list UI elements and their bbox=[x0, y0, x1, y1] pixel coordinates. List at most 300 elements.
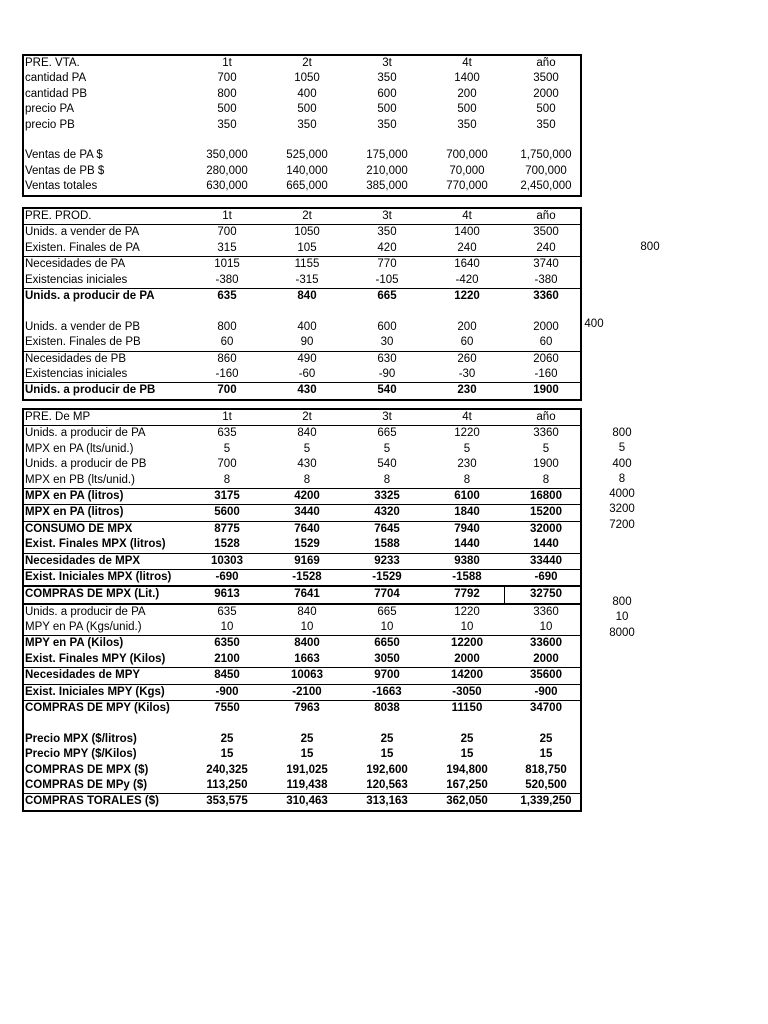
cell-value: 230 bbox=[457, 458, 477, 471]
cell-value: 10303 bbox=[211, 554, 243, 567]
cell-value: 8 bbox=[383, 473, 391, 486]
spacer-row bbox=[24, 716, 580, 731]
cell-value: 8775 bbox=[214, 522, 240, 535]
row-label: Existen. Finales de PB bbox=[25, 336, 141, 349]
cell-value: 3740 bbox=[533, 258, 559, 271]
cell-value: 4200 bbox=[294, 489, 320, 502]
cell-value: 35600 bbox=[530, 669, 562, 682]
cell-value: 2,450,000 bbox=[520, 180, 572, 193]
cell-value: 700,000 bbox=[446, 149, 488, 162]
table-row bbox=[24, 102, 580, 117]
cell-value: 240 bbox=[536, 241, 556, 254]
table-row bbox=[24, 763, 580, 778]
cell-value: año bbox=[536, 210, 556, 222]
cell-value: 7704 bbox=[374, 588, 400, 601]
row-label: precio PA bbox=[25, 103, 75, 116]
raw-materials-budget-table bbox=[22, 408, 582, 812]
cell-value: 25 bbox=[539, 732, 553, 745]
cell-value: 33440 bbox=[530, 554, 562, 567]
cell-value: 120,563 bbox=[366, 778, 408, 791]
row-label: Existencias iniciales bbox=[25, 367, 128, 380]
table-row bbox=[24, 603, 580, 620]
cell-value: 353,575 bbox=[206, 795, 248, 808]
row-label: Exist. Iniciales MPY (Kgs) bbox=[25, 685, 165, 698]
table-row bbox=[24, 504, 580, 520]
row-label: cantidad PA bbox=[25, 72, 87, 85]
cell-value: 10063 bbox=[291, 669, 323, 682]
cell-value: 1,339,250 bbox=[520, 795, 572, 808]
row-label: Existencias iniciales bbox=[25, 273, 128, 286]
cell-value: -60 bbox=[298, 367, 316, 380]
row-label: Precio MPY ($/Kilos) bbox=[25, 748, 137, 761]
cell-value: 230 bbox=[457, 384, 477, 397]
cell-value: 4t bbox=[462, 210, 472, 222]
cell-value: 400 bbox=[297, 320, 317, 333]
cell-value: 665 bbox=[377, 289, 397, 302]
cell-value: 7645 bbox=[374, 522, 400, 535]
cell-value: 1050 bbox=[294, 226, 320, 239]
cell-value: -160 bbox=[215, 367, 239, 380]
table-row bbox=[24, 635, 580, 651]
cell-value: 8400 bbox=[294, 637, 320, 650]
cell-value: 1t bbox=[222, 411, 232, 423]
row-label: Unids. a vender de PA bbox=[25, 226, 140, 239]
cell-value: 10 bbox=[220, 621, 234, 634]
cell-value: 430 bbox=[297, 384, 317, 397]
sales-budget-table bbox=[22, 54, 582, 197]
cell-value: 840 bbox=[297, 427, 317, 440]
row-label: Exist. Iniciales MPX (litros) bbox=[25, 570, 172, 583]
table-row bbox=[24, 425, 580, 441]
cell-value: 350 bbox=[377, 72, 397, 85]
cell-value: 1840 bbox=[454, 506, 480, 519]
row-label: PRE. PROD. bbox=[25, 210, 92, 222]
cell-value: 3t bbox=[382, 411, 392, 423]
cell-value: 3500 bbox=[533, 226, 559, 239]
cell-value: 4t bbox=[462, 57, 472, 69]
cell-value: 350 bbox=[217, 118, 237, 131]
cell-value: 700,000 bbox=[525, 164, 567, 177]
cell-value: 7550 bbox=[214, 702, 240, 715]
row-label: MPX en PB (lts/unid.) bbox=[25, 473, 135, 486]
cell-value: 1440 bbox=[454, 538, 480, 551]
row-label: Unids. a producir de PA bbox=[25, 427, 146, 440]
table-row bbox=[24, 667, 580, 683]
side-value: 400 bbox=[584, 318, 604, 330]
cell-value: 665,000 bbox=[286, 180, 328, 193]
cell-value: 500 bbox=[217, 103, 237, 116]
cell-value: -380 bbox=[534, 273, 558, 286]
cell-value: 490 bbox=[297, 352, 317, 365]
row-label: MPX en PA (litros) bbox=[25, 489, 124, 502]
cell-value: 1663 bbox=[294, 652, 320, 665]
cell-value: 350 bbox=[377, 226, 397, 239]
table-row bbox=[24, 71, 580, 86]
row-label: COMPRAS DE MPX (Lit.) bbox=[25, 588, 160, 601]
cell-value: 3t bbox=[382, 57, 392, 69]
cell-value: 167,250 bbox=[446, 778, 488, 791]
cell-divider bbox=[504, 587, 505, 602]
cell-value: 8038 bbox=[374, 702, 400, 715]
row-label: CONSUMO DE MPX bbox=[25, 522, 133, 535]
cell-value: 6100 bbox=[454, 489, 480, 502]
cell-value: 350 bbox=[297, 118, 317, 131]
cell-value: 3050 bbox=[374, 652, 400, 665]
row-label: COMPRAS DE MPX ($) bbox=[25, 763, 149, 776]
table-row bbox=[24, 747, 580, 762]
table-row bbox=[24, 56, 580, 71]
cell-value: 770,000 bbox=[446, 180, 488, 193]
cell-value: 9169 bbox=[294, 554, 320, 567]
cell-value: 600 bbox=[377, 87, 397, 100]
cell-value: -2100 bbox=[292, 685, 322, 698]
cell-value: -1663 bbox=[372, 685, 402, 698]
cell-value: 840 bbox=[297, 289, 317, 302]
cell-value: 7963 bbox=[294, 702, 320, 715]
cell-value: 210,000 bbox=[366, 164, 408, 177]
table-row bbox=[24, 652, 580, 667]
cell-value: -1528 bbox=[292, 570, 322, 583]
side-value: 800 bbox=[640, 241, 660, 253]
cell-value: 630,000 bbox=[206, 180, 248, 193]
row-label: Necesidades de MPX bbox=[25, 554, 141, 567]
cell-value: 9700 bbox=[374, 669, 400, 682]
cell-value: 113,250 bbox=[206, 778, 248, 791]
cell-value: 11150 bbox=[451, 702, 483, 715]
cell-value: 175,000 bbox=[366, 149, 408, 162]
table-row bbox=[24, 620, 580, 635]
side-value: 800 bbox=[612, 427, 632, 439]
cell-value: 7641 bbox=[294, 588, 320, 601]
side-value: 7200 bbox=[609, 519, 635, 531]
table-row bbox=[24, 700, 580, 716]
cell-value: 350 bbox=[457, 118, 477, 131]
table-row bbox=[24, 148, 580, 163]
cell-value: 3360 bbox=[533, 427, 559, 440]
table-row bbox=[24, 457, 580, 472]
cell-value: año bbox=[536, 57, 556, 69]
cell-value: 6350 bbox=[214, 637, 240, 650]
table-row bbox=[24, 164, 580, 179]
cell-value: 8 bbox=[463, 473, 471, 486]
cell-value: 8 bbox=[223, 473, 231, 486]
row-label: Unids. a vender de PB bbox=[25, 320, 141, 333]
row-label: Unids. a producir de PA bbox=[25, 605, 146, 618]
table-row bbox=[24, 442, 580, 457]
cell-value: 385,000 bbox=[366, 180, 408, 193]
cell-value: 4t bbox=[462, 411, 472, 423]
cell-value: 313,163 bbox=[366, 795, 408, 808]
cell-value: 70,000 bbox=[449, 164, 485, 177]
spacer-row bbox=[24, 304, 580, 319]
cell-value: 90 bbox=[300, 336, 314, 349]
cell-value: -160 bbox=[534, 367, 558, 380]
cell-value: 2t bbox=[302, 411, 312, 423]
cell-value: 665 bbox=[377, 605, 397, 618]
cell-value: 1400 bbox=[454, 72, 480, 85]
cell-value: 3360 bbox=[533, 289, 559, 302]
table-row bbox=[24, 684, 580, 700]
table-row bbox=[24, 410, 580, 425]
table-row bbox=[24, 224, 580, 240]
cell-value: 5 bbox=[383, 442, 391, 455]
table-row bbox=[24, 87, 580, 102]
cell-value: -105 bbox=[375, 273, 399, 286]
cell-value: 25 bbox=[220, 732, 234, 745]
cell-value: 3325 bbox=[374, 489, 400, 502]
table-row bbox=[24, 521, 580, 537]
cell-value: 840 bbox=[297, 605, 317, 618]
cell-value: 3440 bbox=[294, 506, 320, 519]
row-label: Exist. Finales MPX (litros) bbox=[25, 538, 166, 551]
cell-value: 3175 bbox=[214, 489, 240, 502]
cell-value: 105 bbox=[297, 241, 317, 254]
table-row bbox=[24, 488, 580, 504]
cell-value: 5 bbox=[542, 442, 550, 455]
cell-value: 1155 bbox=[294, 258, 320, 271]
production-budget-table bbox=[22, 207, 582, 401]
cell-value: 194,800 bbox=[446, 763, 488, 776]
cell-value: 15 bbox=[220, 748, 234, 761]
cell-value: 1t bbox=[222, 210, 232, 222]
row-label: Necesidades de PB bbox=[25, 352, 127, 365]
row-label: Ventas de PB $ bbox=[25, 164, 105, 177]
cell-value: 350,000 bbox=[206, 149, 248, 162]
cell-value: 400 bbox=[297, 87, 317, 100]
cell-value: -1529 bbox=[372, 570, 402, 583]
row-label: MPX en PA (litros) bbox=[25, 506, 124, 519]
cell-value: 635 bbox=[217, 289, 237, 302]
side-value: 4000 bbox=[609, 488, 635, 500]
cell-value: 9613 bbox=[214, 588, 240, 601]
cell-value: 1220 bbox=[454, 289, 480, 302]
cell-value: 1400 bbox=[454, 226, 480, 239]
table-row bbox=[24, 273, 580, 288]
cell-value: 500 bbox=[457, 103, 477, 116]
cell-value: 8 bbox=[542, 473, 550, 486]
row-label: Precio MPX ($/litros) bbox=[25, 732, 137, 745]
cell-value: 7640 bbox=[294, 522, 320, 535]
table-row bbox=[24, 209, 580, 224]
cell-value: 240,325 bbox=[206, 763, 248, 776]
cell-value: 3360 bbox=[533, 605, 559, 618]
cell-value: 1t bbox=[222, 57, 232, 69]
side-value: 8000 bbox=[609, 627, 635, 639]
cell-value: 7940 bbox=[454, 522, 480, 535]
row-label: Exist. Finales MPY (Kilos) bbox=[25, 652, 166, 665]
cell-value: 5600 bbox=[214, 506, 240, 519]
cell-value: 1900 bbox=[533, 384, 559, 397]
cell-value: 310,463 bbox=[286, 795, 328, 808]
table-row bbox=[24, 778, 580, 793]
cell-value: 860 bbox=[217, 352, 237, 365]
cell-value: 14200 bbox=[451, 669, 483, 682]
cell-value: 500 bbox=[297, 103, 317, 116]
cell-value: 25 bbox=[460, 732, 474, 745]
cell-value: 2000 bbox=[454, 652, 480, 665]
cell-value: 119,438 bbox=[286, 778, 328, 791]
cell-value: 1220 bbox=[454, 427, 480, 440]
cell-value: 15 bbox=[380, 748, 394, 761]
cell-value: 8 bbox=[303, 473, 311, 486]
table-row bbox=[24, 118, 580, 133]
cell-value: -900 bbox=[215, 685, 239, 698]
cell-value: 7792 bbox=[454, 588, 480, 601]
cell-value: 1900 bbox=[533, 458, 559, 471]
row-label: Unids. a producir de PB bbox=[25, 384, 156, 397]
cell-value: 60 bbox=[220, 336, 234, 349]
table-row bbox=[24, 553, 580, 569]
row-label: Unids. a producir de PA bbox=[25, 289, 155, 302]
cell-value: -420 bbox=[455, 273, 479, 286]
table-row bbox=[24, 537, 580, 552]
cell-value: 10 bbox=[539, 621, 553, 634]
cell-value: 770 bbox=[377, 258, 397, 271]
spacer-row bbox=[24, 133, 580, 148]
cell-value: 240 bbox=[457, 241, 477, 254]
cell-value: 540 bbox=[377, 384, 397, 397]
side-value: 10 bbox=[615, 611, 629, 623]
cell-value: 10 bbox=[380, 621, 394, 634]
cell-value: 15 bbox=[460, 748, 474, 761]
cell-value: 520,500 bbox=[525, 778, 567, 791]
side-value: 400 bbox=[612, 458, 632, 470]
row-label: MPY en PA (Kgs/unid.) bbox=[25, 621, 142, 634]
cell-value: 33600 bbox=[530, 637, 562, 650]
table-row bbox=[24, 585, 580, 602]
row-label: COMPRAS TORALES ($) bbox=[25, 795, 159, 808]
cell-value: -690 bbox=[534, 570, 558, 583]
cell-value: 700 bbox=[217, 384, 237, 397]
table-row bbox=[24, 569, 580, 585]
cell-value: 665 bbox=[377, 427, 397, 440]
cell-value: 350 bbox=[536, 118, 556, 131]
cell-value: 60 bbox=[460, 336, 474, 349]
cell-value: 16800 bbox=[530, 489, 562, 502]
cell-value: 1588 bbox=[374, 538, 400, 551]
cell-value: 2t bbox=[302, 57, 312, 69]
cell-value: 200 bbox=[457, 87, 477, 100]
cell-value: 600 bbox=[377, 320, 397, 333]
row-label: Existen. Finales de PA bbox=[25, 241, 140, 254]
cell-value: 191,025 bbox=[286, 763, 328, 776]
cell-value: 1440 bbox=[533, 538, 559, 551]
cell-value: -1588 bbox=[452, 570, 482, 583]
table-row bbox=[24, 473, 580, 488]
cell-value: 1528 bbox=[214, 538, 240, 551]
row-label: Unids. a producir de PB bbox=[25, 458, 147, 471]
cell-value: 700 bbox=[217, 458, 237, 471]
cell-value: 12200 bbox=[451, 637, 483, 650]
cell-value: 430 bbox=[297, 458, 317, 471]
cell-value: 1220 bbox=[454, 605, 480, 618]
row-label: Necesidades de MPY bbox=[25, 669, 141, 682]
cell-value: 700 bbox=[217, 72, 237, 85]
cell-value: 630 bbox=[377, 352, 397, 365]
row-label: Necesidades de PA bbox=[25, 258, 126, 271]
cell-value: 525,000 bbox=[286, 149, 328, 162]
cell-value: 5 bbox=[223, 442, 231, 455]
cell-value: 1,750,000 bbox=[520, 149, 572, 162]
cell-value: -900 bbox=[534, 685, 558, 698]
cell-value: 15 bbox=[539, 748, 553, 761]
row-label: COMPRAS DE MPY (Kilos) bbox=[25, 702, 170, 715]
cell-value: 818,750 bbox=[525, 763, 567, 776]
cell-value: 1640 bbox=[454, 258, 480, 271]
cell-value: 34700 bbox=[530, 702, 562, 715]
cell-value: 800 bbox=[217, 320, 237, 333]
table-row bbox=[24, 335, 580, 350]
cell-value: 32000 bbox=[530, 522, 562, 535]
cell-value: 280,000 bbox=[206, 164, 248, 177]
cell-value: 5 bbox=[463, 442, 471, 455]
cell-value: 15 bbox=[300, 748, 314, 761]
cell-value: 10 bbox=[460, 621, 474, 634]
cell-value: 2060 bbox=[533, 352, 559, 365]
cell-value: 700 bbox=[217, 226, 237, 239]
cell-value: 30 bbox=[380, 336, 394, 349]
side-value: 8 bbox=[618, 473, 626, 485]
row-label: Ventas totales bbox=[25, 180, 98, 193]
cell-value: 1529 bbox=[294, 538, 320, 551]
cell-value: 635 bbox=[217, 605, 237, 618]
cell-value: 15200 bbox=[530, 506, 562, 519]
cell-value: 260 bbox=[457, 352, 477, 365]
cell-value: 200 bbox=[457, 320, 477, 333]
cell-value: -3050 bbox=[452, 685, 482, 698]
cell-value: 3t bbox=[382, 210, 392, 222]
side-value: 5 bbox=[618, 442, 626, 454]
cell-value: 9380 bbox=[454, 554, 480, 567]
cell-value: 500 bbox=[536, 103, 556, 116]
cell-value: 635 bbox=[217, 427, 237, 440]
table-row bbox=[24, 382, 580, 398]
cell-value: 25 bbox=[380, 732, 394, 745]
cell-value: 2000 bbox=[533, 652, 559, 665]
row-label: PRE. De MP bbox=[25, 411, 91, 423]
cell-value: 1050 bbox=[294, 72, 320, 85]
table-row bbox=[24, 256, 580, 272]
cell-value: 140,000 bbox=[286, 164, 328, 177]
table-row bbox=[24, 179, 580, 194]
cell-value: 1015 bbox=[214, 258, 240, 271]
cell-value: -380 bbox=[215, 273, 239, 286]
cell-value: 3500 bbox=[533, 72, 559, 85]
table-row bbox=[24, 367, 580, 382]
cell-value: 10 bbox=[300, 621, 314, 634]
cell-value: 2000 bbox=[533, 320, 559, 333]
cell-value: 2t bbox=[302, 210, 312, 222]
table-row bbox=[24, 320, 580, 335]
cell-value: 25 bbox=[300, 732, 314, 745]
table-row bbox=[24, 241, 580, 256]
side-value: 3200 bbox=[609, 503, 635, 515]
row-label: MPX en PA (lts/unid.) bbox=[25, 442, 134, 455]
cell-value: 800 bbox=[217, 87, 237, 100]
cell-value: 350 bbox=[377, 118, 397, 131]
cell-value: año bbox=[536, 411, 556, 423]
cell-value: 8450 bbox=[214, 669, 240, 682]
cell-value: 9233 bbox=[374, 554, 400, 567]
cell-value: 6650 bbox=[374, 637, 400, 650]
cell-value: -690 bbox=[215, 570, 239, 583]
cell-value: -30 bbox=[458, 367, 476, 380]
cell-value: 5 bbox=[303, 442, 311, 455]
cell-value: 60 bbox=[539, 336, 553, 349]
table-row bbox=[24, 793, 580, 809]
cell-value: 2000 bbox=[533, 87, 559, 100]
table-row bbox=[24, 351, 580, 367]
